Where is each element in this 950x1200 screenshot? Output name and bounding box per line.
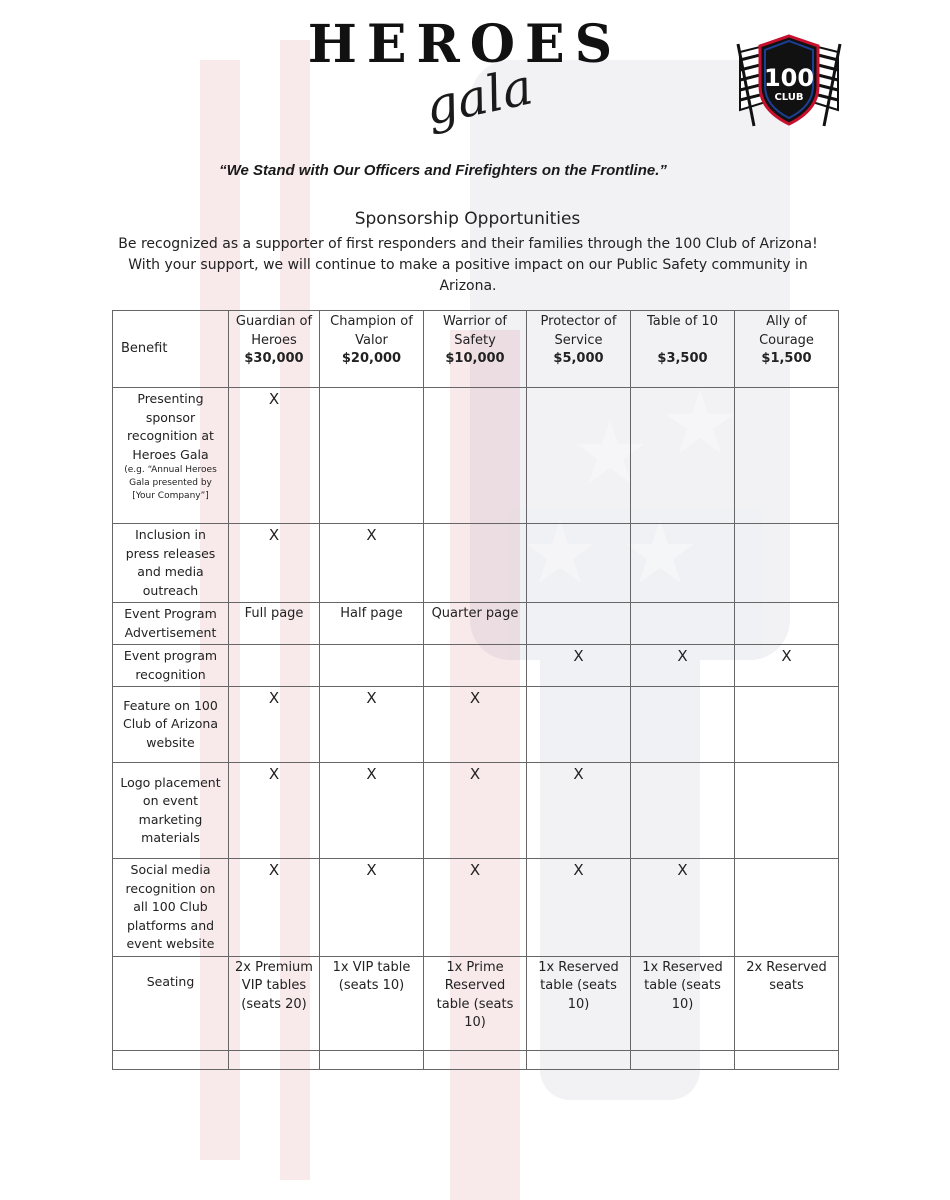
benefit-column-header: Benefit bbox=[113, 311, 229, 388]
table-cell bbox=[631, 524, 735, 603]
logo-number: 100 bbox=[763, 64, 815, 92]
table-cell bbox=[735, 859, 839, 957]
table-row bbox=[113, 956, 839, 1050]
sponsorship-table bbox=[112, 310, 839, 1070]
level-header bbox=[424, 311, 527, 388]
table-row bbox=[113, 388, 839, 524]
table-row bbox=[113, 645, 839, 687]
table-cell: X bbox=[229, 388, 320, 524]
level-name: Protector of Service bbox=[540, 314, 617, 348]
table-header-row bbox=[113, 311, 839, 388]
table-cell bbox=[631, 763, 735, 859]
table-cell bbox=[631, 388, 735, 524]
table-cell bbox=[735, 687, 839, 763]
table-cell bbox=[527, 388, 631, 524]
benefit-label: Event program recognition bbox=[113, 645, 229, 687]
level-header bbox=[229, 311, 320, 388]
level-header bbox=[320, 311, 424, 388]
logo-subtext: CLUB bbox=[774, 92, 804, 103]
table-cell: X bbox=[320, 763, 424, 859]
intro-paragraph: Be recognized as a supporter of first responders and their families through the 100 Club of Arizona! With your support, we will continue to make a positive impact on our Public Safety community in Arizona. bbox=[118, 236, 818, 294]
table-cell bbox=[424, 645, 527, 687]
table-cell: X bbox=[229, 859, 320, 957]
table-cell: X bbox=[631, 859, 735, 957]
table-cell bbox=[735, 1050, 839, 1069]
table-cell bbox=[631, 603, 735, 645]
table-cell bbox=[424, 524, 527, 603]
tagline: “We Stand with Our Officers and Firefighters on the Frontline.” bbox=[219, 162, 667, 179]
table-cell: X bbox=[424, 859, 527, 957]
table-cell bbox=[527, 603, 631, 645]
table-cell: Half page bbox=[320, 603, 424, 645]
table-row bbox=[113, 859, 839, 957]
table-cell bbox=[527, 524, 631, 603]
table-cell: X bbox=[527, 763, 631, 859]
table-cell bbox=[424, 388, 527, 524]
table-row bbox=[113, 687, 839, 763]
table-cell: X bbox=[424, 763, 527, 859]
table-cell: X bbox=[527, 645, 631, 687]
table-cell: X bbox=[631, 645, 735, 687]
benefit-label: Logo placement on event marketing materials bbox=[113, 763, 229, 859]
benefit-note: (e.g. “Annual Heroes Gala presented by [Your Company”] bbox=[124, 465, 217, 501]
level-name: Guardian of Heroes bbox=[235, 314, 313, 348]
table-cell: 1x VIP table (seats 10) bbox=[320, 956, 424, 1050]
table-row bbox=[113, 603, 839, 645]
table-cell bbox=[320, 645, 424, 687]
level-header bbox=[735, 311, 839, 388]
table-row-empty bbox=[113, 1050, 839, 1069]
table-cell bbox=[735, 763, 839, 859]
benefit-label: Inclusion in press releases and media outreach bbox=[113, 524, 229, 603]
table-cell bbox=[527, 1050, 631, 1069]
benefit-label: Social media recognition on all 100 Club platforms and event website bbox=[113, 859, 229, 957]
table-cell: X bbox=[424, 687, 527, 763]
event-title: HEROES bbox=[307, 14, 623, 75]
level-header bbox=[527, 311, 631, 388]
table-cell: X bbox=[229, 763, 320, 859]
table-cell: Full page bbox=[229, 603, 320, 645]
benefit-label: Seating bbox=[113, 956, 229, 1050]
table-cell bbox=[320, 388, 424, 524]
table-cell: X bbox=[320, 687, 424, 763]
table-cell: X bbox=[229, 687, 320, 763]
level-amount: $1,500 bbox=[761, 351, 812, 366]
table-cell: X bbox=[229, 524, 320, 603]
level-amount: $10,000 bbox=[445, 351, 505, 366]
table-cell: 2x Premium VIP tables (seats 20) bbox=[229, 956, 320, 1050]
table-cell: 1x Prime Reserved table (seats 10) bbox=[424, 956, 527, 1050]
table-cell bbox=[527, 687, 631, 763]
benefit-text: Presenting sponsor recognition at Heroes Gala bbox=[127, 391, 214, 462]
event-script-subtitle: gala bbox=[420, 57, 538, 137]
table-cell bbox=[735, 603, 839, 645]
table-cell bbox=[320, 1050, 424, 1069]
table-cell: 2x Reserved seats bbox=[735, 956, 839, 1050]
table-cell: Quarter page bbox=[424, 603, 527, 645]
table-cell bbox=[631, 687, 735, 763]
table-cell: 1x Reserved table (seats 10) bbox=[631, 956, 735, 1050]
table-cell: X bbox=[320, 859, 424, 957]
level-name: Table of 10 bbox=[647, 314, 718, 329]
benefit-label: Event Program Advertisement bbox=[113, 603, 229, 645]
table-cell: X bbox=[735, 645, 839, 687]
level-name: Ally of Courage bbox=[759, 314, 814, 348]
level-amount: $20,000 bbox=[341, 351, 402, 366]
table-cell bbox=[424, 1050, 527, 1069]
table-cell: X bbox=[527, 859, 631, 957]
level-name: Warrior of Safety bbox=[442, 314, 508, 348]
table-cell bbox=[113, 1050, 229, 1069]
table-cell bbox=[735, 388, 839, 524]
table-cell bbox=[229, 1050, 320, 1069]
section-title: Sponsorship Opportunities bbox=[354, 209, 581, 229]
table-cell bbox=[735, 524, 839, 603]
table-cell bbox=[229, 645, 320, 687]
table-row bbox=[113, 763, 839, 859]
level-amount: $30,000 bbox=[244, 351, 304, 366]
100-club-logo bbox=[732, 30, 846, 128]
level-name: Champion of Valor bbox=[330, 314, 413, 348]
table-cell: X bbox=[320, 524, 424, 603]
table-row bbox=[113, 524, 839, 603]
benefit-label bbox=[113, 388, 229, 524]
level-amount: $3,500 bbox=[657, 351, 708, 366]
level-header bbox=[631, 311, 735, 388]
table-cell bbox=[631, 1050, 735, 1069]
level-amount: $5,000 bbox=[553, 351, 604, 366]
table-cell: 1x Reserved table (seats 10) bbox=[527, 956, 631, 1050]
benefit-label: Feature on 100 Club of Arizona website bbox=[113, 687, 229, 763]
